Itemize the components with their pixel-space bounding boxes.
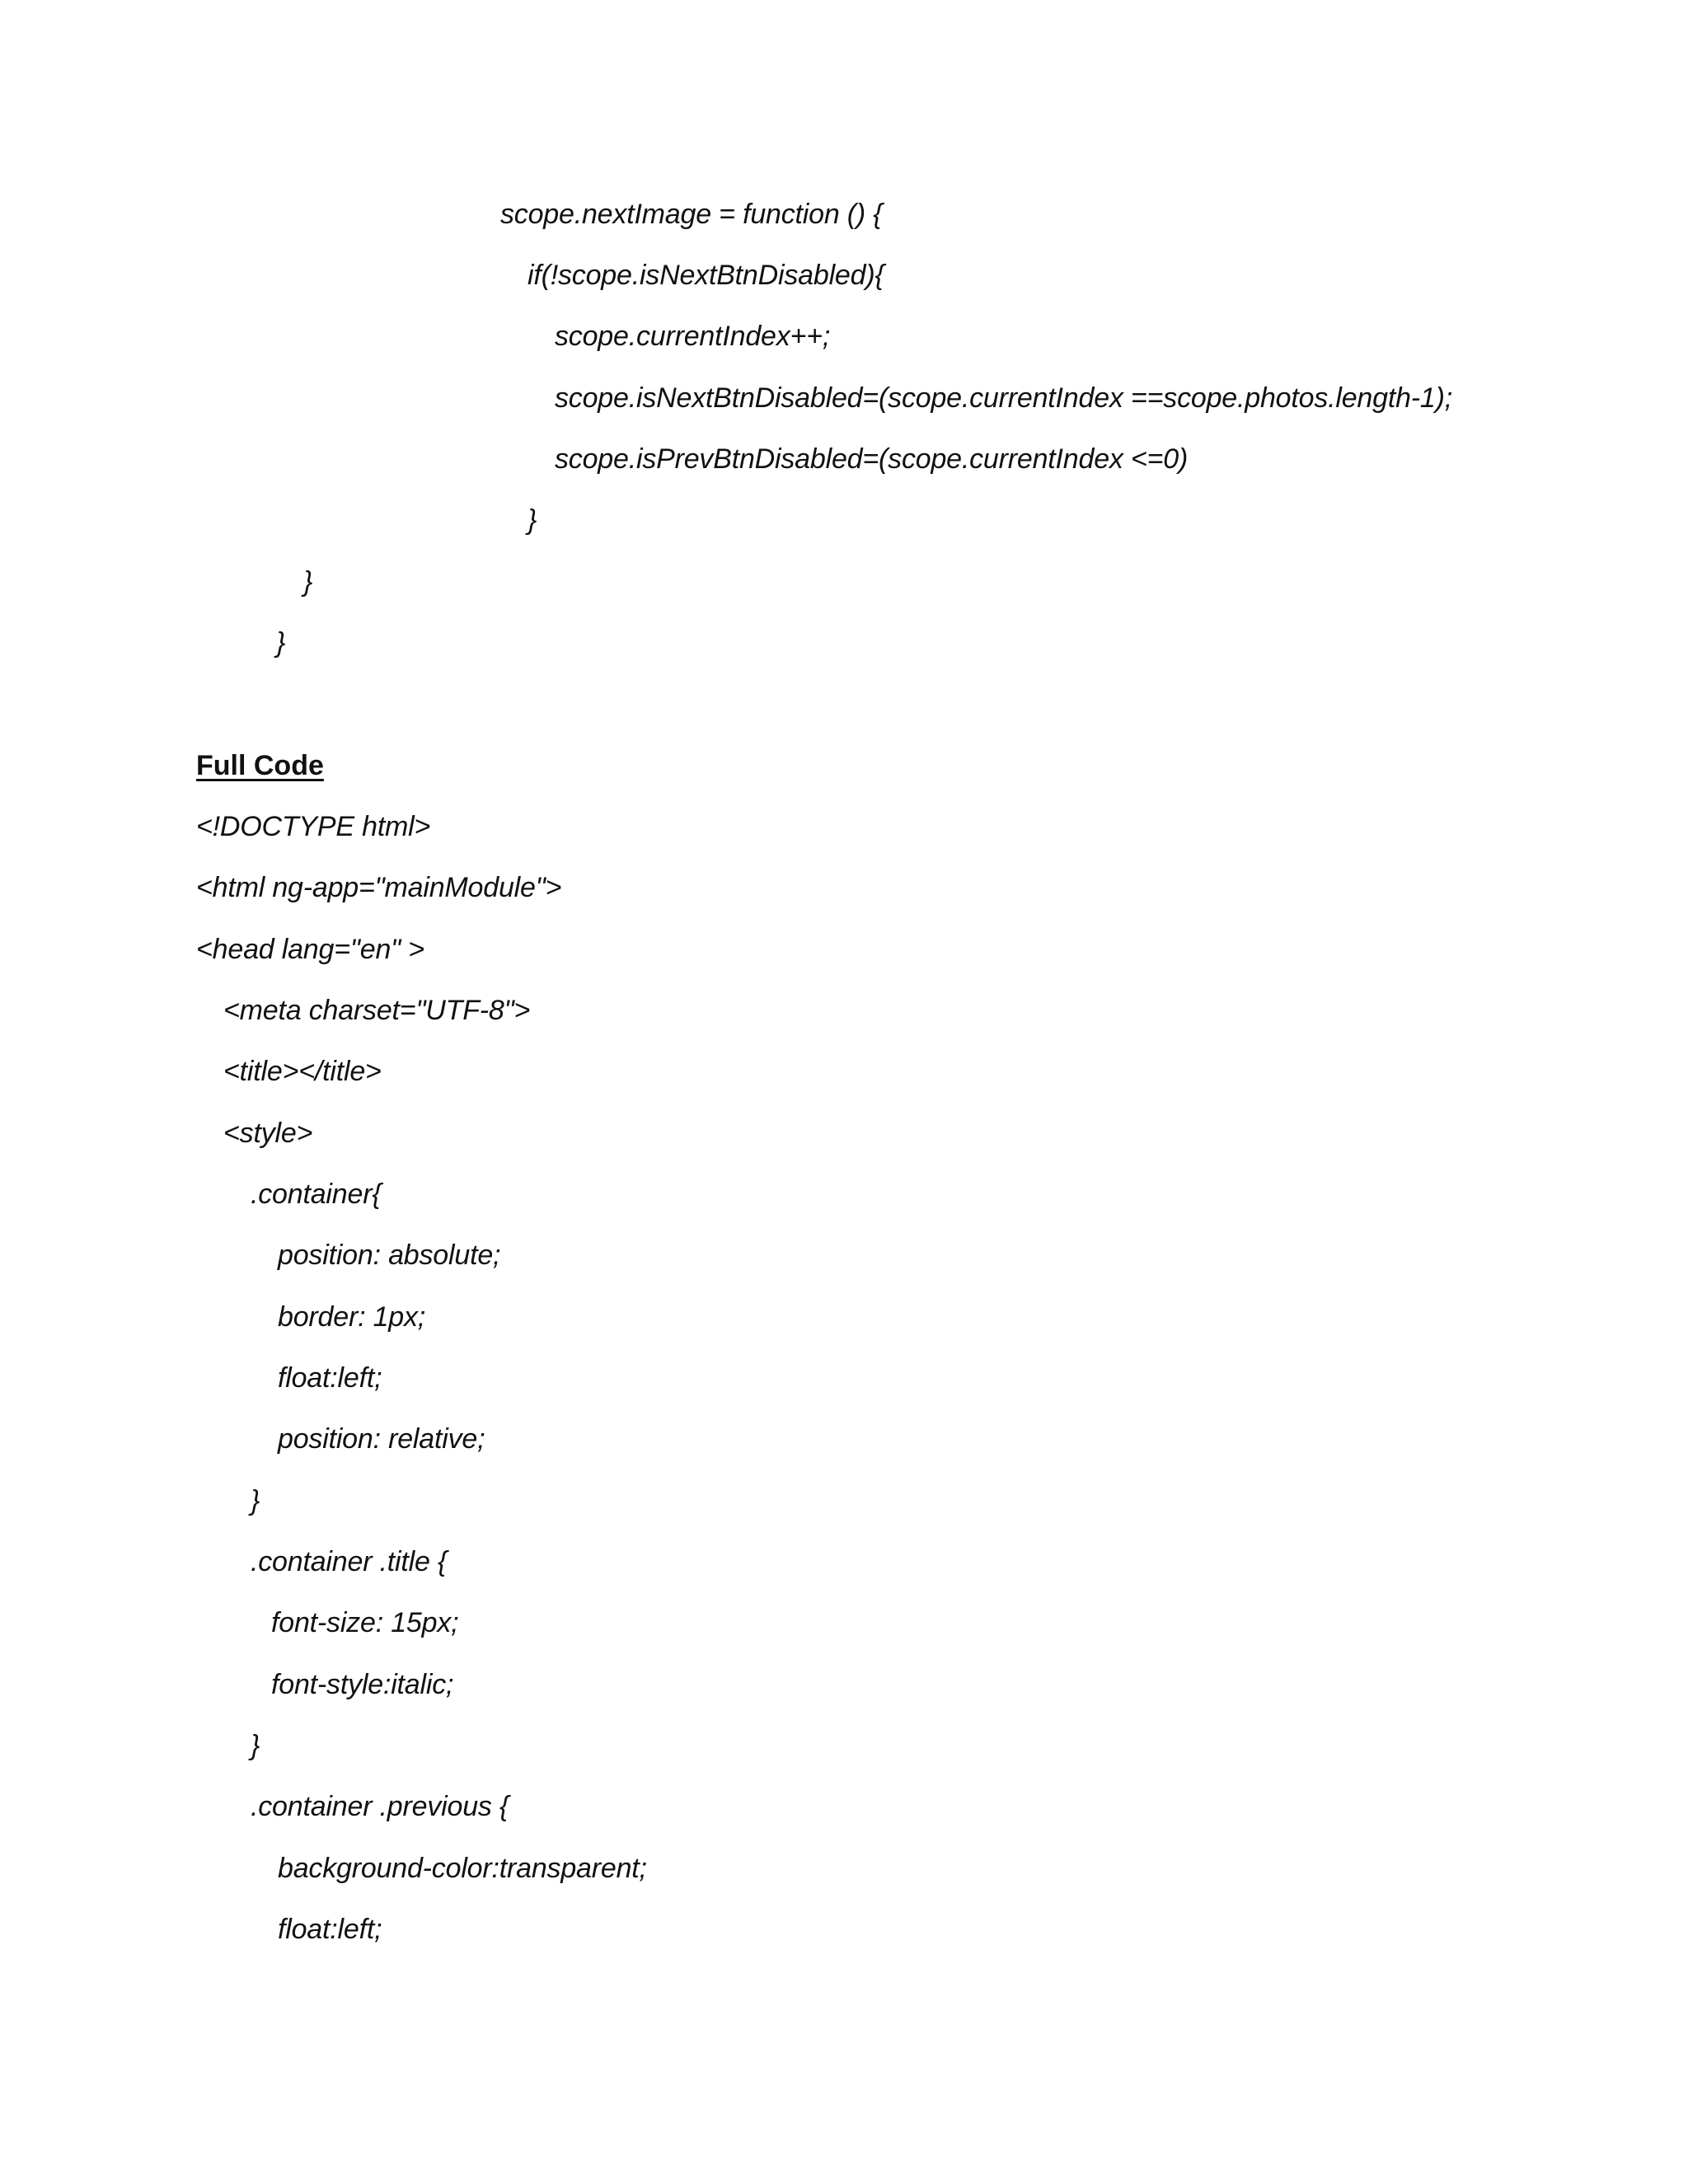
code-line: position: relative; [278,1423,485,1455]
code-line: } [528,504,537,536]
code-line: scope.nextImage = function () { [500,199,883,230]
code-line: } [251,1730,260,1761]
code-line: font-style:italic; [271,1669,454,1700]
code-line: background-color:transparent; [278,1853,647,1884]
code-line: scope.isNextBtnDisabled=(scope.currentIndex ==scope.photos.length-1); [555,382,1453,414]
code-line: <!DOCTYPE html> [196,811,431,842]
code-line: } [251,1485,260,1516]
code-line: .container .previous { [251,1791,509,1822]
section-heading: Full Code [196,750,324,781]
code-line: border: 1px; [278,1301,426,1333]
code-line: } [303,566,313,598]
code-line: scope.isPrevBtnDisabled=(scope.currentIndex <=0) [555,443,1189,475]
code-line: <html ng-app="mainModule"> [196,872,562,903]
code-line: } [276,627,286,658]
code-line: <style> [223,1118,313,1149]
code-line: font-size: 15px; [271,1607,459,1638]
code-line: float:left; [278,1914,382,1945]
code-line: <meta charset="UTF-8"> [223,995,531,1026]
code-line: .container{ [251,1179,382,1210]
code-line: if(!scope.isNextBtnDisabled){ [528,260,884,291]
code-line: float:left; [278,1362,382,1394]
code-line: position: absolute; [278,1240,501,1271]
code-line: <head lang="en" > [196,934,424,965]
code-line: scope.currentIndex++; [555,321,831,352]
code-line: .container .title { [251,1546,448,1577]
code-line: <title></title> [223,1056,382,1087]
